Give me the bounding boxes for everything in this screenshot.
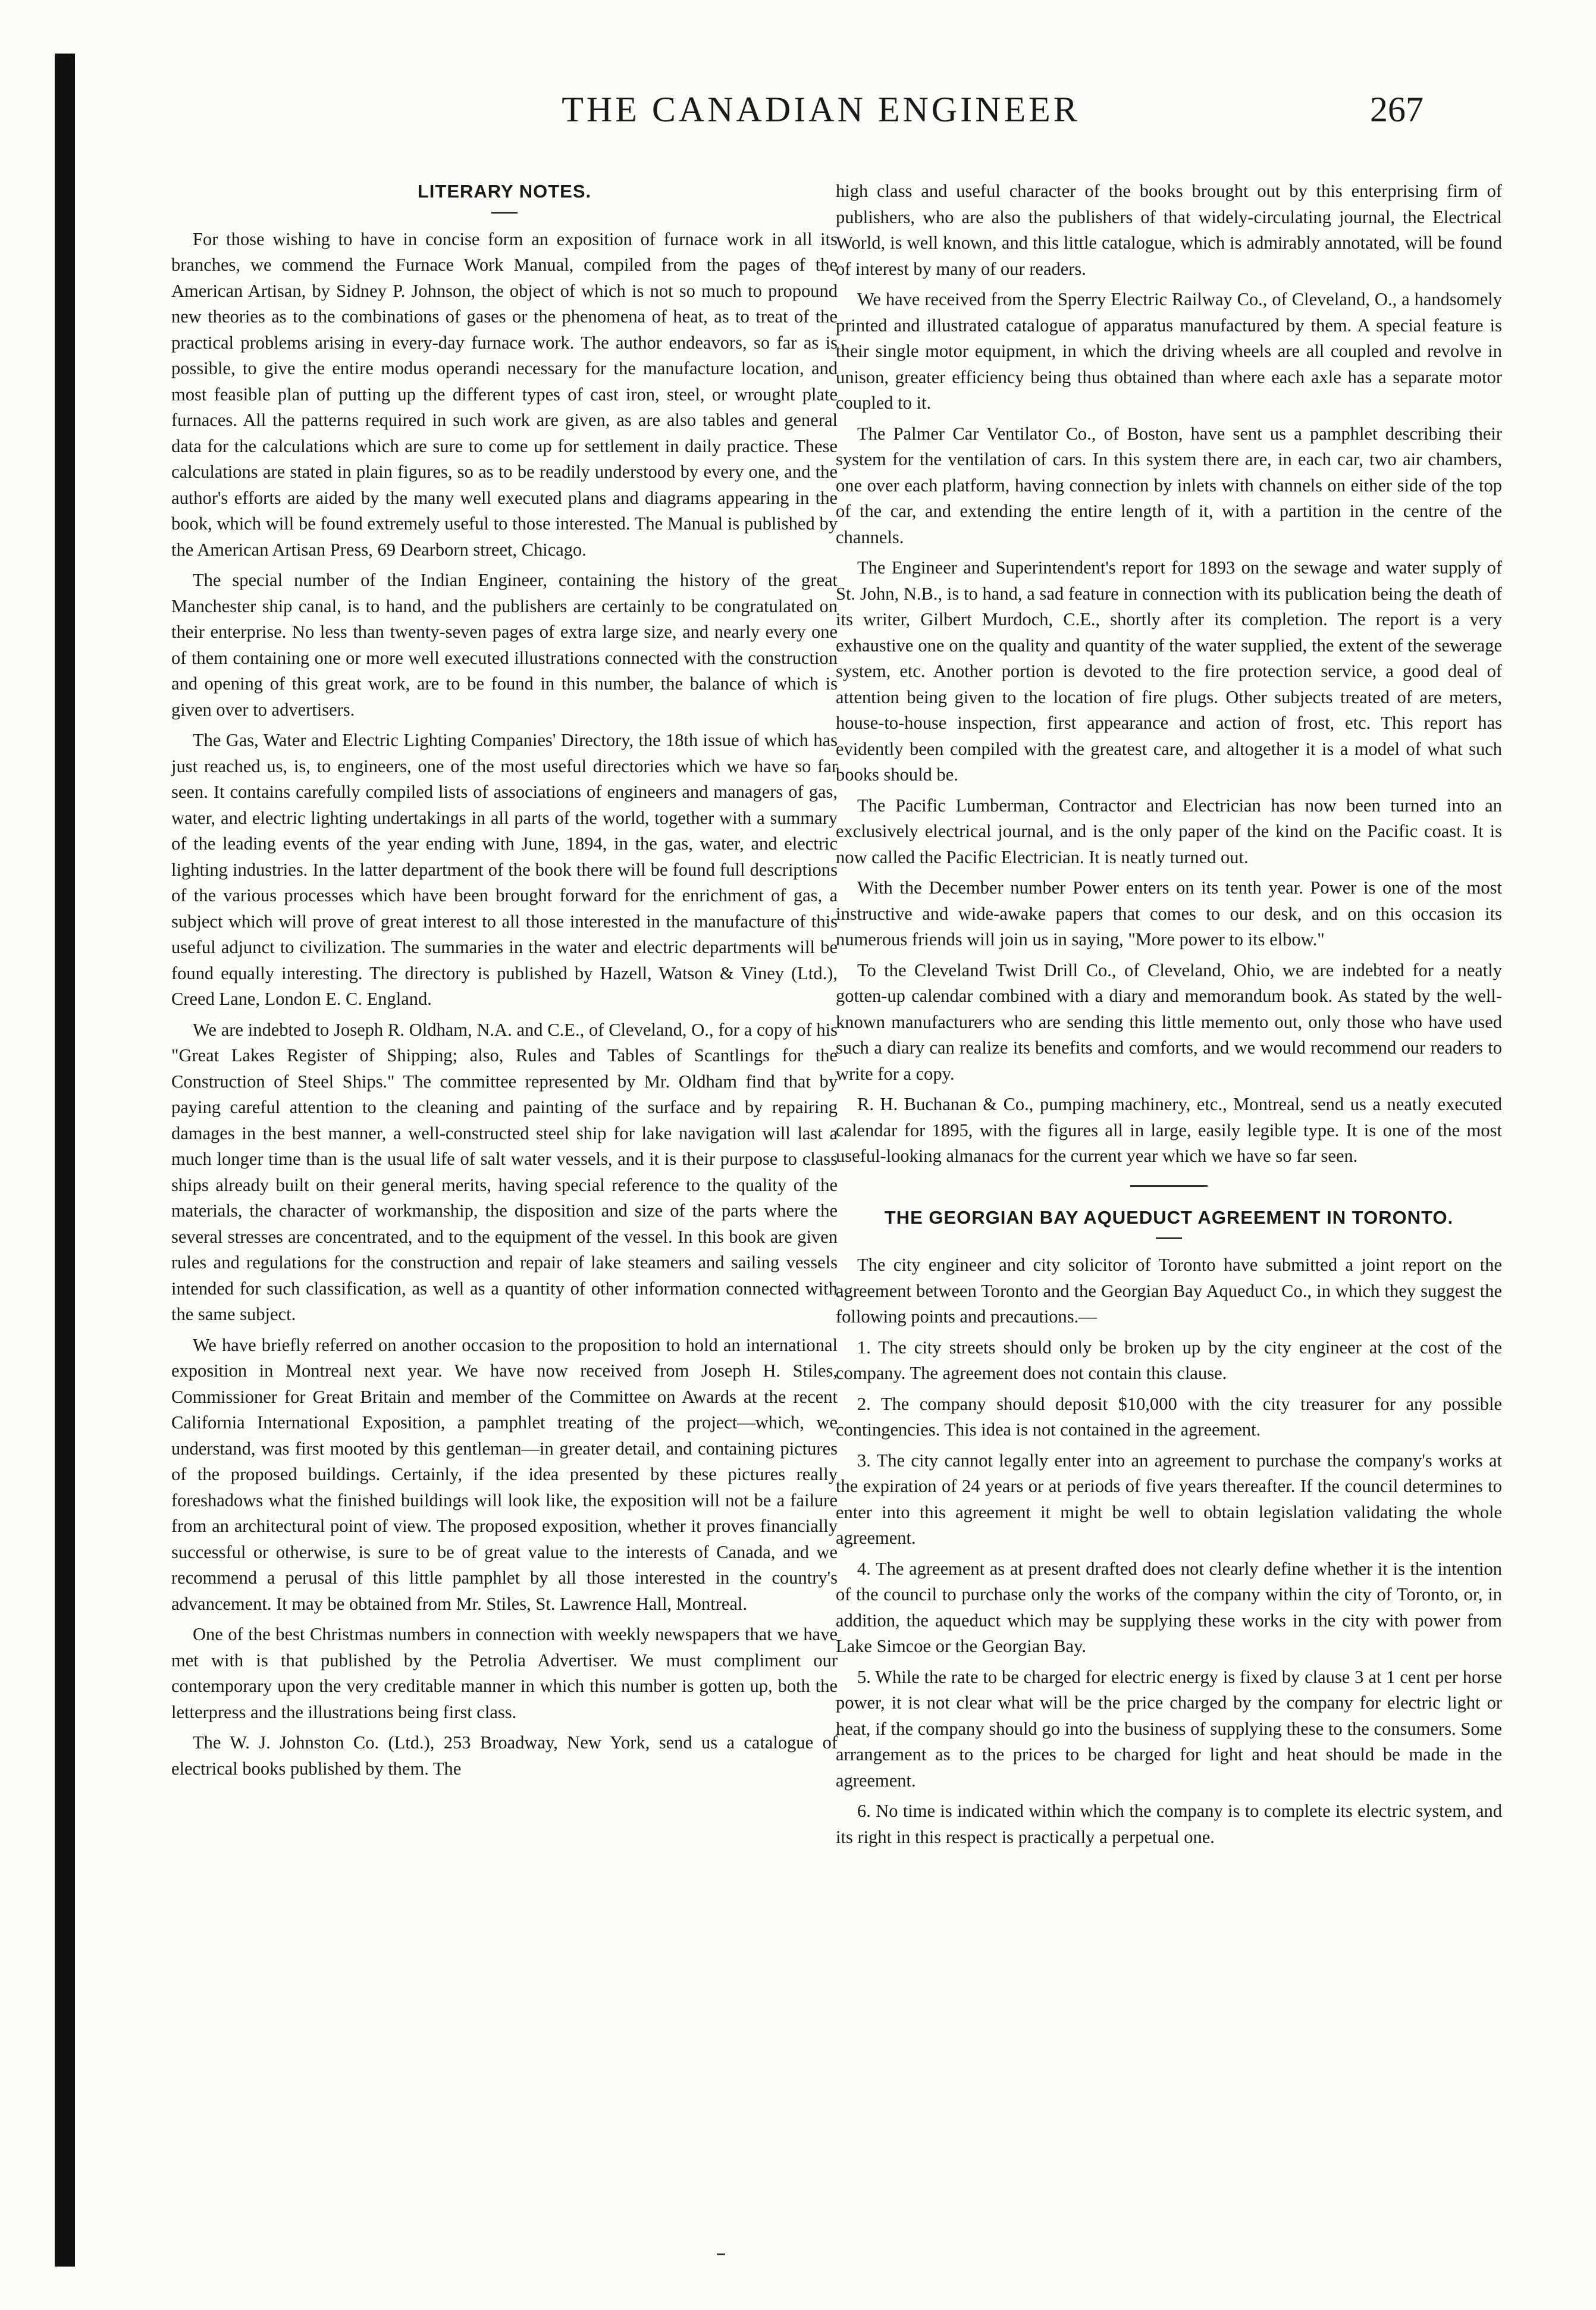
paragraph-power-journal: With the December number Power enters on its tenth year. Power is one of the most instructive and wide-awake papers that comes to our desk, and on this occasion its numerous friends will join us in saying, "More power to its elbow." [836,877,1502,949]
paragraph-buchanan-calendar: R. H. Buchanan & Co., pumping machinery, etc., Montreal, send us a neatly executed calendar for 1895, with the figures all in large, easily legible type. It is one of the most useful-looking almanacs for the current year which we have so far seen. [836,1094,1502,1166]
heading-rule [491,212,518,214]
running-head: THE CANADIAN ENGINEER [562,90,1080,129]
list-item: 4. The agreement as at present drafted does not clearly define whether it is the intention of the council to purchase only the works of the company within the city of Toronto, or, in addition, the aqueduct which may be supplying these works in the city with power from Lake Simcoe or the Georgian Bay. [836,1558,1502,1656]
paragraph-georgian-intro: The city engineer and city solicitor of Toronto have submitted a joint report on the agreement between Toronto and the Georgian Bay Aqueduct Co., in which they suggest the following points and precautions.— [836,1255,1502,1327]
right-column [836,178,1502,1855]
bottom-mark [717,2253,725,2255]
paragraph-st-john-report: The Engineer and Superintendent's report for 1893 on the sewage and water supply of St. John, N.B., is to hand, a sad feature in connection with its publication being the death of its writer, Gilbert Murdoch, C.E., shortly after its completion. The report is a very exhaustive one on the quality and quantity of the water supplied, the extent of the sewerage system, etc. Another portion is devoted to the fire protection service, a good deal of attention being given to the location of fire plugs. Other subjects treated of are meters, house-to-house inspection, first appearance and action of frost, etc. This report has evidently been compiled with the greatest care, and altogether it is a model of what such books should be. [836,557,1502,785]
georgian-bay-heading: THE GEORGIAN BAY AQUEDUCT AGREEMENT IN TORONTO. [884,1206,1454,1228]
paragraph-gas-directory: The Gas, Water and Electric Lighting Companies' Directory, the 18th issue of which has just reached us, is, to engineers, one of the most useful directories which we have so far seen. It contains carefully compiled lists of associations of engineers and managers of gas, water, and electric lighting undertakings in all parts of the world, together with a summary of the leading events of the year ending with June, 1894, in the gas, water, and electric lighting industries. In the latter department of the book there will be found full descriptions of the various processes which have been brought forward for the enrichment of gas, a subject which will prove of great interest to all those interested in the manufacture of this useful adjunct to civilization. The summaries in the water and electric departments will be found equally interesting. The directory is published by Hazell, Watson & Viney (Ltd.), Creed Lane, London E. C. England. [171,730,838,1009]
left-column [171,178,838,1786]
paragraph-pacific-electrician: The Pacific Lumberman, Contractor and Electrician has now been turned into an exclusively electrical journal, and is the only paper of the kind on the Pacific coast. It is now called the Pacific Electrician. It is neatly turned out. [836,795,1502,867]
paragraph-palmer-ventilator: The Palmer Car Ventilator Co., of Boston, have sent us a pamphlet describing their system for the ventilation of cars. In this system there are, in each car, two air chambers, one over each platform, having connection by inlets with channels on either side of the top of the car, and extending the entire length of it, with a partition in the centre of the channels. [836,423,1502,547]
paragraph-johnston-continued: high class and useful character of the books brought out by this enterprising firm of publishers, who are also the publishers of that widely-circulating journal, the Electrical World, is well known, and this little catalogue, which is admirably annotated, will be found of interest by many of our readers. [836,181,1502,279]
paragraph-petrolia-advertiser: One of the best Christmas numbers in connection with weekly newspapers that we have met with is that published by the Petrolia Advertiser. We must compliment our contemporary upon the very creditable manner in which this number is gotten up, both the letterpress and the illustrations being first class. [171,1624,838,1722]
list-item: 5. While the rate to be charged for electric energy is fixed by clause 3 at 1 cent per horse power, it is not clear what will be the price charged by the company for electric light or heat, if the company should go into the business of supplying these to the consumers. Some arrangement as to the prices to be charged for light and heat should be made in the agreement. [836,1666,1502,1791]
paragraph-cleveland-twist-drill: To the Cleveland Twist Drill Co., of Cleveland, Ohio, we are indebted for a neatly gotten-up calendar combined with a diary and memorandum book. As stated by the well-known manufacturers who are sending this little memento out, only those who have used such a diary can realize its benefits and comforts, and we would recommend our readers to write for a copy. [836,960,1502,1084]
binding-edge [55,54,75,2267]
paragraph-sperry-electric: We have received from the Sperry Electric Railway Co., of Cleveland, O., a handsomely printed and illustrated catalogue of apparatus manufactured by them. A special feature is their single motor equipment, in which the driving wheels are all coupled and revolve in unison, greater efficiency being thus obtained than where each axle has a separate motor coupled to it. [836,289,1502,413]
list-item: 1. The city streets should only be broken up by the city engineer at the cost of the company. The agreement does not contain this clause. [836,1337,1502,1383]
literary-notes-heading: LITERARY NOTES. [417,181,592,202]
paragraph-great-lakes-register: We are indebted to Joseph R. Oldham, N.A. and C.E., of Cleveland, O., for a copy of his "Great Lakes Register of Shipping; also, Rules and Tables of Scantlings for the Construction of Steel Ships." The committee represented by Mr. Oldham find that by paying careful attention to the cleaning and painting of the surface and by repairing damages in the best manner, a well-constructed steel ship for lake navigation will last a much longer time than is the usual life of salt water vessels, and it is their purpose to class ships already built on their general merits, having special reference to the quality of the materials, the character of workmanship, the disposition and size of the parts where the several stresses are concentrated, and to the equipment of the vessel. In this book are given rules and regulations for the construction and repair of lake steamers and sailing vessels intended for such classification, as well as a quantity of other information connected with the same subject. [171,1019,838,1324]
page-number: 267 [1370,90,1423,129]
section-divider [1130,1185,1208,1187]
paragraph-indian-engineer: The special number of the Indian Engineer, containing the history of the great Manchester ship canal, is to hand, and the publishers are certainly to be congratulated on their enterprise. No less than twenty-seven pages of extra large size, and nearly every one of them containing one or more well executed illustrations connected with the construction and opening of this great work, are to be found in this number, the balance of which is given over to advertisers. [171,570,838,720]
paragraph-johnston-catalogue: The W. J. Johnston Co. (Ltd.), 253 Broadway, New York, send us a catalogue of electrical books published by them. The [171,1732,838,1779]
heading-rule [1156,1237,1182,1239]
list-item: 6. No time is indicated within which the company is to complete its electric system, and its right in this respect is practically a perpetual one. [836,1801,1502,1847]
list-item: 2. The company should deposit $10,000 with the city treasurer for any possible contingencies. This idea is not contained in the agreement. [836,1393,1502,1440]
list-item: 3. The city cannot legally enter into an agreement to purchase the company's works at the expiration of 24 years or at periods of five years thereafter. If the council determines to enter into this agreement it might be well to obtain legislation validating the whole agreement. [836,1450,1502,1548]
paragraph-montreal-exposition: We have briefly referred on another occasion to the proposition to hold an international exposition in Montreal next year. We have now received from Joseph H. Stiles, Commissioner for Great Britain and member of the Committee on Awards at the recent California International Exposition, a pamphlet treating of the project—which, we understand, was first mooted by this gentleman—in greater detail, and containing pictures of the proposed buildings. Certainly, if the idea presented by these pictures really foreshadows what the finished buildings will look like, the exposition will not be a failure from an architectural point of view. The proposed exposition, whether it proves financially successful or otherwise, is sure to be of great value to the interests of Canada, and we recommend a perusal of this little pamphlet by all those interested in the country's advancement. It may be obtained from Mr. Stiles, St. Lawrence Hall, Montreal. [171,1334,838,1614]
paragraph-furnace-manual: For those wishing to have in concise form an exposition of furnace work in all its branches, we commend the Furnace Work Manual, compiled from the pages of the American Artisan, by Sidney P. Johnson, the object of which is not so much to propound new theories as to the combinations of gases or the phenomena of heat, as to treat of the practical problems arising in every-day furnace work. The author endeavors, so far as is possible, to give the entire modus operandi necessary for the manufacture location, and most feasible plan of putting up the different types of cast iron, steel, or wrought plate furnaces. All the patterns required in such work are given, as are also tables and general data for the calculations which are sure to come up for settlement in daily practice. These calculations are stated in plain figures, so as to be readily understood by every one, and the author's efforts are aided by the many well executed plans and diagrams appearing in the book, which will be found extremely useful to those interested. The Manual is published by the American Artisan Press, 69 Dearborn street, Chicago. [171,228,838,560]
